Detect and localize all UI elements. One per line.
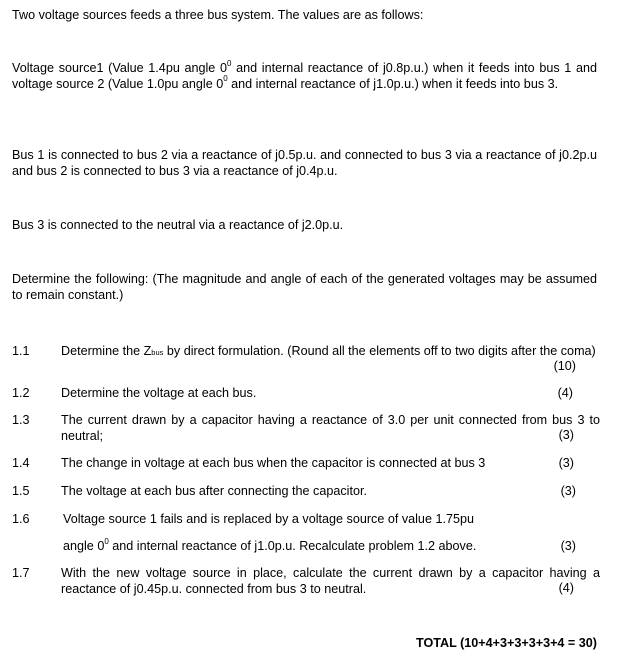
question-marks: (3) xyxy=(558,428,574,442)
question-text: With the new voltage source in place, calculate the current drawn by a capacitor having a reactance of j0.45p.u. connected from bus 3 to neutral. xyxy=(61,566,600,596)
neutral-paragraph: Bus 3 is connected to the neutral via a reactance of j2.0p.u. xyxy=(12,218,344,232)
question-1-5 xyxy=(12,484,602,500)
question-marks: (4) xyxy=(558,581,574,595)
question-number: 1.5 xyxy=(12,484,30,498)
question-marks: (4) xyxy=(557,386,573,400)
question-marks: (3) xyxy=(560,484,576,498)
question-1-7 xyxy=(12,566,602,598)
determine-paragraph: Determine the following: (The magnitude and angle of each of the generated voltages may be assumed to remain constant.) xyxy=(12,272,597,302)
question-text: Determine the Zbus by direct formulation. (Round all the elements off to two digits after the coma) xyxy=(61,344,596,358)
question-1-3 xyxy=(12,413,602,445)
source-text-c: and internal reactance of j1.0p.u.) when it feeds into bus 3. xyxy=(227,76,559,91)
bus-subscript: bus xyxy=(151,348,164,357)
total-marks: TOTAL (10+4+3+3+3+3+4 = 30) xyxy=(416,636,597,650)
question-1-1 xyxy=(12,344,602,376)
source-paragraph xyxy=(12,58,597,92)
question-text-line1: Voltage source 1 fails and is replaced by a voltage source of value 1.75pu xyxy=(63,512,474,526)
question-text: Determine the voltage at each bus. xyxy=(61,386,257,400)
source-text-a: Voltage source1 (Value 1.4pu angle 0 xyxy=(12,61,227,75)
question-number: 1.3 xyxy=(12,413,30,427)
question-number: 1.7 xyxy=(12,566,30,580)
question-text: The change in voltage at each bus when the capacitor is connected at bus 3 xyxy=(61,456,486,470)
question-number: 1.2 xyxy=(12,386,30,400)
question-1-4 xyxy=(12,456,602,472)
question-marks: (10) xyxy=(553,359,576,373)
question-marks: (3) xyxy=(558,456,574,470)
bus-connection-paragraph: Bus 1 is connected to bus 2 via a reactance of j0.5p.u. and connected to bus 3 via a reactance of j0.2p.u and bus 2 is connected to bus 3 via a reactance of j0.4p.u. xyxy=(12,148,597,178)
question-number: 1.4 xyxy=(12,456,30,470)
intro-text: Two voltage sources feeds a three bus system. The values are as follows: xyxy=(12,8,424,22)
question-number: 1.1 xyxy=(12,344,30,358)
question-text: The current drawn by a capacitor having a reactance of 3.0 per unit connected from bus 3 to neutral; xyxy=(61,413,600,443)
degree-superscript: 0 xyxy=(223,74,228,84)
question-marks: (3) xyxy=(560,539,576,553)
source-text-b: and internal reactance of j0.8p.u.) when it feeds into bus 1 and voltage source 2 (Value 1.0pu angle 0 xyxy=(12,61,597,91)
question-1-2 xyxy=(12,386,602,402)
question-number: 1.6 xyxy=(12,512,30,526)
question-text-line2: angle $0^0$ and internal reactance of j1.0p.u. Recalculate problem 1.2 above. xyxy=(63,536,477,553)
question-text: The voltage at each bus after connecting the capacitor. xyxy=(61,484,367,498)
degree-superscript: 0 xyxy=(104,536,109,546)
degree-superscript: 0 xyxy=(227,58,232,68)
question-1-6 xyxy=(12,512,602,558)
